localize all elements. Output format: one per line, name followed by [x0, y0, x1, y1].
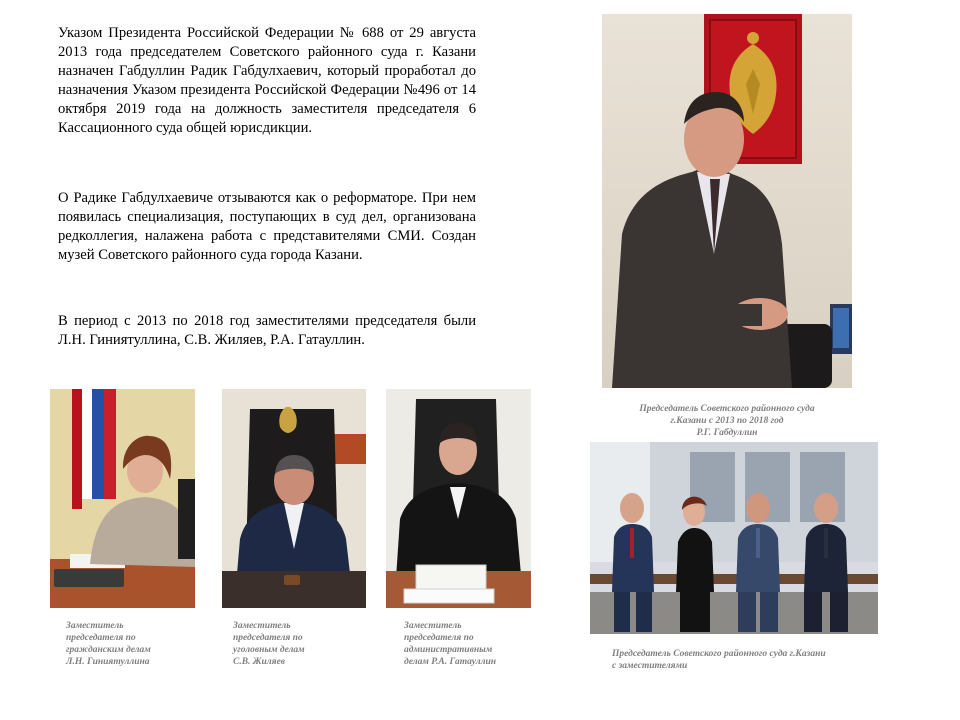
group-photo-image: [590, 442, 878, 634]
chairman-portrait-image: [602, 14, 852, 388]
caption-line: председателя по: [233, 633, 303, 643]
deputy-admin-image: [386, 389, 531, 608]
caption-line: гражданским делам: [66, 645, 151, 655]
group-caption: [612, 648, 882, 672]
deputy-civil-caption: [66, 620, 206, 668]
caption-line: с заместителями: [612, 661, 688, 671]
deputy-admin-caption: [404, 620, 544, 668]
caption-line: председателя по: [404, 633, 474, 643]
caption-line: Заместитель: [233, 621, 291, 631]
deputy-admin-photo: [386, 389, 531, 608]
caption-line: Председатель Советского районного суда г.Казани: [612, 649, 826, 659]
caption-line: Заместитель: [404, 621, 462, 631]
caption-line: административным: [404, 645, 493, 655]
caption-line: Заместитель: [66, 621, 124, 631]
deputy-criminal-photo: [222, 389, 366, 608]
chairman-photo: [602, 14, 852, 388]
paragraph-deputies: В период с 2013 по 2018 год заместителями председателя были Л.Н. Гиниятуллина, С.В. Жиляев, Р.А. Гатауллин.: [58, 313, 476, 348]
group-photo: [590, 442, 878, 634]
caption-line: председателя по: [66, 633, 136, 643]
caption-line: Р.Г. Габдуллин: [696, 428, 758, 438]
caption-line: уголовным делам: [233, 645, 305, 655]
caption-line: делам Р.А. Гатауллин: [404, 657, 497, 667]
deputy-civil-image: [50, 389, 195, 608]
deputy-criminal-image: [222, 389, 366, 608]
deputy-civil-photo: [50, 389, 195, 608]
caption-line: г.Казани с 2013 по 2018 год: [670, 416, 784, 426]
caption-line: Л.Н. Гиниятуллина: [66, 657, 150, 667]
caption-line: С.В. Жиляев: [233, 657, 286, 667]
paragraph-reformer: О Радике Габдулхаевиче отзываются как о реформаторе. При нем появилась специализация, поступающих в суд дел, организована редколлегия, налажена работа с представителями СМИ. Создан музей Советского районного суда города Казани.: [58, 190, 476, 263]
chairman-caption: [612, 403, 842, 439]
deputy-criminal-caption: [233, 620, 373, 668]
caption-line: Председатель Советского районного суда: [639, 404, 815, 414]
paragraph-appointment: Указом Президента Российской Федерации № 688 от 29 августа 2013 года председателем Советского районного суда г. Казани назначен Габдуллин Радик Габдулхаевич, который проработал до назначения Указом президента Российской Федерации №496 от 14 октября 2019 года на должность заместителя председателя 6 Кассационного суда общей юрисдикции.: [58, 25, 476, 136]
